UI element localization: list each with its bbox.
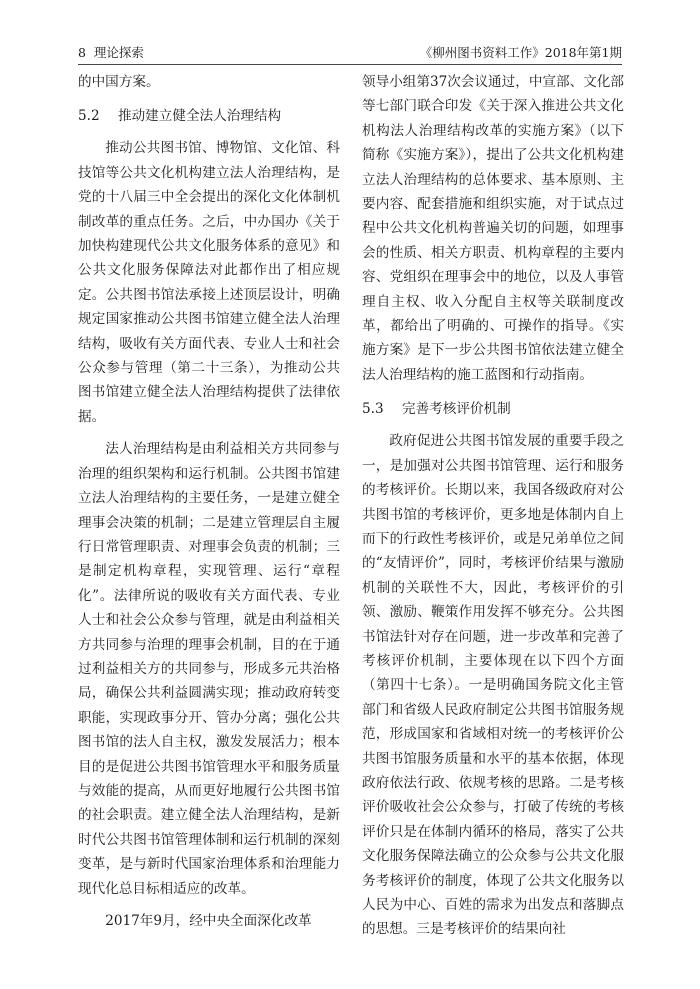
section-label: 理论探索	[93, 45, 144, 60]
paragraph-continued: 领导小组第37次会议通过，中宣部、文化部等七部门联合印发《关于深入推进公共文化机构法人治理结构改革的实施方案》（以下简称《实施方案》），提出了公共文化机构建立法人治理结构的总体要求、基本原则、主要内容、配套措施和组织实施，对于试点过程中公共文化机构普遍关切的问题，如理事会的性质、相关方职责、机构章程的主要内容、党组织在理事会中的地位，以及人事管理自主权、收入分配自主权等关联制度改革，都给出了明确的、可操作的指导。《实施方案》是下一步公共图书馆依法建立健全法人治理结构的施工蓝图和行动指南。	[362, 74, 624, 383]
header-left	[78, 44, 144, 62]
section-number: 5.2	[78, 108, 100, 125]
section-title: 完善考核评价机制	[402, 401, 511, 418]
page-number: 8	[78, 45, 86, 60]
paragraph: 2017年9月，经中央全面深化改革	[105, 913, 312, 929]
running-header	[78, 44, 622, 65]
section-heading-5-2	[78, 104, 340, 128]
left-column	[78, 70, 340, 933]
section-heading-5-3	[362, 397, 624, 421]
paragraph: 法人治理结构是由利益相关方共同参与治理的组织架构和运行机制。公共图书馆建立法人治理结构的主要任务，一是建立健全理事会决策的机制；二是建立管理层自主履行日常管理职责、对理事会负责的机制；三是制定机构章程，实现管理、运行“章程化”。法律所说的吸收有关方面代表、专业人士和社会公众参与管理，就是由利益相关方共同参与治理的理事会机制，目的在于通过利益相关方的共同参与，形成多元共治格局，确保公共利益圆满实现；推动政府转变职能，实现政事分开、管办分离；强化公共图书馆的法人自主权，激发发展活力；根本目的是促进公共图书馆管理水平和服务质量与效能的提高，从而更好地履行公共图书馆的社会职责。建立健全法人治理结构，是新时代公共图书馆管理体制和运行机制的深刻变革，是与新时代国家治理体系和治理能力现代化总目标相适应的改革。	[78, 441, 340, 897]
paragraph: 政府促进公共图书馆发展的重要手段之一，是加强对公共图书馆管理、运行和服务的考核评价。长期以来，我国各级政府对公共图书馆的考核评价，更多地是体制内自上而下的行政性考核评价，或是兄弟单位之间的“友情评价”，同时，考核评价结果与激励机制的关联性不大，因此，考核评价的引领、激励、鞭策作用发挥不够充分。公共图书馆法针对存在问题，进一步改革和完善了考核评价机制，主要体现在以下四个方面（第四十七条）。一是明确国务院文化主管部门和省级人民政府制定公共图书馆服务规范，形成国家和省域相对统一的考核评价公共图书馆服务质量和水平的基本依据，体现政府依法行政、依规考核的思路。二是考核评价吸收社会公众参与，打破了传统的考核评价只是在体制内循环的格局，落实了公共文化服务保障法确立的公众参与公共文化服务考核评价的制度，体现了公共文化服务以人民为中心、百姓的需求为出发点和落脚点的思想。三是考核评价的结果向社	[362, 433, 624, 938]
paragraph: 推动公共图书馆、博物馆、文化馆、科技馆等公共文化机构建立法人治理结构，是党的十八届三中全会提出的深化文化体制机制改革的重点任务。之后，中办国办《关于加快构建现代公共文化服务体系的意见》和公共文化服务保障法对此都作出了相应规定。公共图书馆法承接上述顶层设计，明确规定国家推动公共图书馆建立健全法人治理结构，吸收有关方面代表、专业人士和社会公众参与管理（第二十三条），为推动公共图书馆建立健全法人治理结构提供了法律依据。	[78, 140, 340, 425]
carryover-text: 的中国方案。	[78, 74, 160, 90]
right-column	[362, 70, 624, 942]
section-number: 5.3	[362, 401, 384, 418]
journal-title: 《柳州图书资料工作》2018年第1期	[419, 45, 622, 60]
section-title: 推动建立健全法人治理结构	[118, 108, 282, 125]
